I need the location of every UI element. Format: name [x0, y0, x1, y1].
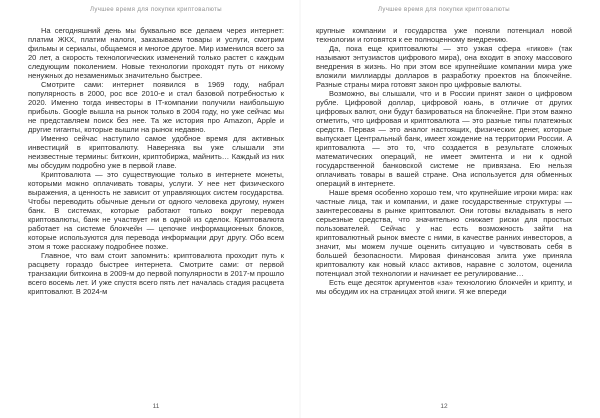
paragraph: Наше время особенно хорошо тем, что крупнейшие игроки мира: как частные лица, так и компании, и даже государственные структуры — заинтересованы в рынке криптовалют. Они готовы вкладывать в него серьезные средства, что значительно снижает риски для простых пользователей. Сейчас у нас есть возможность зайти на криптовалютный рынок вместе с ними, в качестве ранних инвесторов, а значит, мы можем лучше оценить ситуацию и чувствовать себя в большей безопасности. Мировая финансовая элита уже приняла криптовалюту как новый класс активов, наравне с золотом, оценила потенциал этой технологии и начинает ее регулирование…: [316, 188, 572, 278]
page-body-left: [28, 26, 284, 399]
page-number-right: 12: [440, 403, 448, 410]
paragraph: Именно сейчас наступило самое удобное время для активных инвестиций в криптовалюту. Наверняка вы уже слышали эти неизвестные термины: биткоин, криптобиржа, майнить… Каждый из них мы обсудим подробно уже в первой главе.: [28, 134, 284, 170]
page-body-right: [316, 26, 572, 399]
paragraph: На сегодняшний день мы буквально все делаем через интернет: платим ЖКХ, платим налоги, заказываем товары и услуги, смотрим фильмы и сериалы, общаемся и многое другое. Мир изменился всего за 20 лет, а скорость технологических изменений только растет с каждым следующим поколением. Новые технологии проходят путь от никому ненужных до незаменимых значительно быстрее.: [28, 26, 284, 80]
paragraph: крупные компании и государства уже поняли потенциал новой технологии и готовятся к ее полноценному внедрению.: [316, 26, 572, 44]
running-header-left: Лучшее время для покупки криптовалюты: [89, 7, 223, 13]
running-header-right: Лучшее время для покупки криптовалюты: [377, 7, 511, 13]
paragraph: Главное, что вам стоит запомнить: криптовалюта проходит путь к расцвету гораздо быстрее интернета. Смотрите сами: от первой транзакции биткоина в 2009-м до первой популярности в 2017-м прошло всего восемь лет. И уже спустя всего пять лет началась стадия расцвета криптовалют. В 2024-м: [28, 251, 284, 296]
paragraph: Есть еще десяток аргументов «за» технологию блокчейн и крипту, и мы обсудим их на страницах этой книги. Я же впереди: [316, 278, 572, 296]
paragraph: Смотрите сами: интернет появился в 1969 году, набрал популярность в 2000, рос все 2010-е и стал базовой потребностью к 2020. Именно тогда инвесторы в IT-компании получили наибольшую прибыль. Google вышла на рынок только в 2004 году, но уже сейчас мы не представляем поиск без нее. Та же история про Amazon, Apple и другие гиганты, которые вышли на рынок недавно.: [28, 80, 284, 134]
page-number-left: 11: [152, 403, 160, 410]
page-right: [300, 0, 600, 418]
paragraph: Возможно, вы слышали, что и в России принят закон о цифровом рубле. Цифровой доллар, цифровой юань, в отличие от других цифровых валют, они будут базироваться на блокчейне. При этом важно отметить, что цифровая и криптовалюта — это разные типы платежных средств. Первая — это аналог настоящих, физических денег, которые выпускает Центральный банк, имеет хождение на территории России. А криптовалюта — это то, что создается в результате сложных математических операций, не имеет эмитента и ни к одной государственной банковской системе не привязана. Ею нельзя оплачивать товары в вашей стране. Она используется для обменных операций в интернете.: [316, 89, 572, 188]
paragraph: Да, пока еще криптовалюты — это узкая сфера «гиков» (так называют энтузиастов цифрового мира), она входит в эпоху массового внедрения в жизнь. Но при этом все крупнейшие компании мира уже вложили миллиарды долларов в разработку проектов на блокчейне. Разные страны мира готовят закон про цифровые валюты.: [316, 44, 572, 89]
paragraph: Криптовалюта — это существующие только в интернете монеты, которыми можно оплачивать товары, услуги. У нее нет физического выражения, а ценность не зависит от управляющих систем государства. Чтобы переводить обычные деньги от одного человека другому, нужен банк. В системах, которые работают только вокруг перевода криптовалюты, банк не участвует ни в одной из сделок. Криптовалюта работает на системе блокчейн — цепочке информационных блоков, которые используются для перевода информации друг другу. Обо всем этом я тоже расскажу подробнее позже.: [28, 170, 284, 251]
